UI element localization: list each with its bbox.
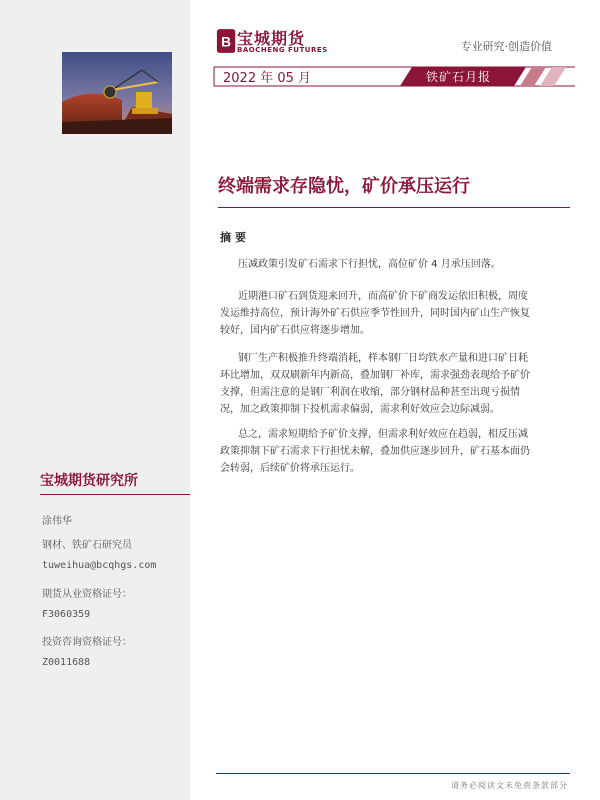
paragraph-line: 支撑，但需注意的是钢厂利润在收缩，部分钢材品种甚至出现亏损情 <box>220 387 520 398</box>
paragraph-line: 况，加之政策抑制下投机需求偏弱，需求利好效应会边际减弱。 <box>220 404 500 415</box>
institute-name: 宝城期货研究所 <box>40 473 138 489</box>
slogan: 专业研究·创造价值 <box>460 40 552 53</box>
iron-ore-yard-image <box>62 52 172 134</box>
paragraph-line: 压减政策引发矿石需求下行担忧，高位矿价 4 月承压回落。 <box>238 259 501 270</box>
abstract-paragraph-4 <box>220 426 560 477</box>
report-type: 铁矿石月报 <box>426 70 492 84</box>
paragraph-line: 会转弱，后续矿价将承压运行。 <box>220 463 360 474</box>
paragraph-line: 发运维持高位，预计海外矿石供应季节性回升，同时国内矿山生产恢复 <box>220 308 530 319</box>
futures-license-label: 期货从业资格证号： <box>42 589 132 600</box>
advisory-license-label: 投资咨询资格证号： <box>42 637 132 648</box>
baocheng-logo-icon <box>216 26 238 56</box>
footer-divider <box>216 773 570 774</box>
futures-license-number: F3060359 <box>42 609 91 620</box>
institute-divider <box>40 494 190 495</box>
hero-image <box>62 52 172 134</box>
svg-text:B: B <box>221 34 232 50</box>
abstract-paragraph-3 <box>220 350 560 418</box>
paragraph-line: 总之，需求短期给予矿价支撑，但需求利好效应在趋弱，相反压减 <box>238 429 528 440</box>
title-divider <box>218 207 570 208</box>
report-date: 2022 年 05 月 <box>223 71 312 86</box>
paragraph-line: 钢厂生产积极推升终端消耗，样本钢厂日均铁水产量和进口矿日耗 <box>238 353 528 364</box>
advisory-license-number: Z0011688 <box>42 657 91 668</box>
paragraph-line: 较好，国内矿石供应将逐步增加。 <box>220 325 370 336</box>
analyst-email[interactable]: tuweihua@bcqhgs.com <box>42 560 157 571</box>
analyst-title: 钢材、铁矿石研究员 <box>42 540 132 551</box>
logo-text-en: BAOCHENG FUTURES <box>237 46 328 54</box>
paragraph-line: 环比增加，双双刷新年内新高，叠加钢厂补库，需求强劲表现给予矿价 <box>220 370 530 381</box>
abstract-paragraph-1 <box>238 256 538 273</box>
paragraph-line: 近期港口矿石到货迎来回升，而高矿价下矿商发运依旧积极，周度 <box>238 291 528 302</box>
paragraph-line: 政策抑制下矿石需求下行担忧未解，叠加供应逐步回升，矿石基本面仍 <box>220 446 530 457</box>
abstract-label: 摘要 <box>220 231 250 244</box>
analyst-name: 涂伟华 <box>42 516 72 527</box>
abstract-paragraph-2 <box>220 288 560 339</box>
disclaimer-note: 请务必阅读文末免责条款部分 <box>451 781 568 790</box>
logo-text-cn: 宝城期货 <box>237 29 306 48</box>
page-title: 终端需求存隐忧，矿价承压运行 <box>218 176 470 197</box>
